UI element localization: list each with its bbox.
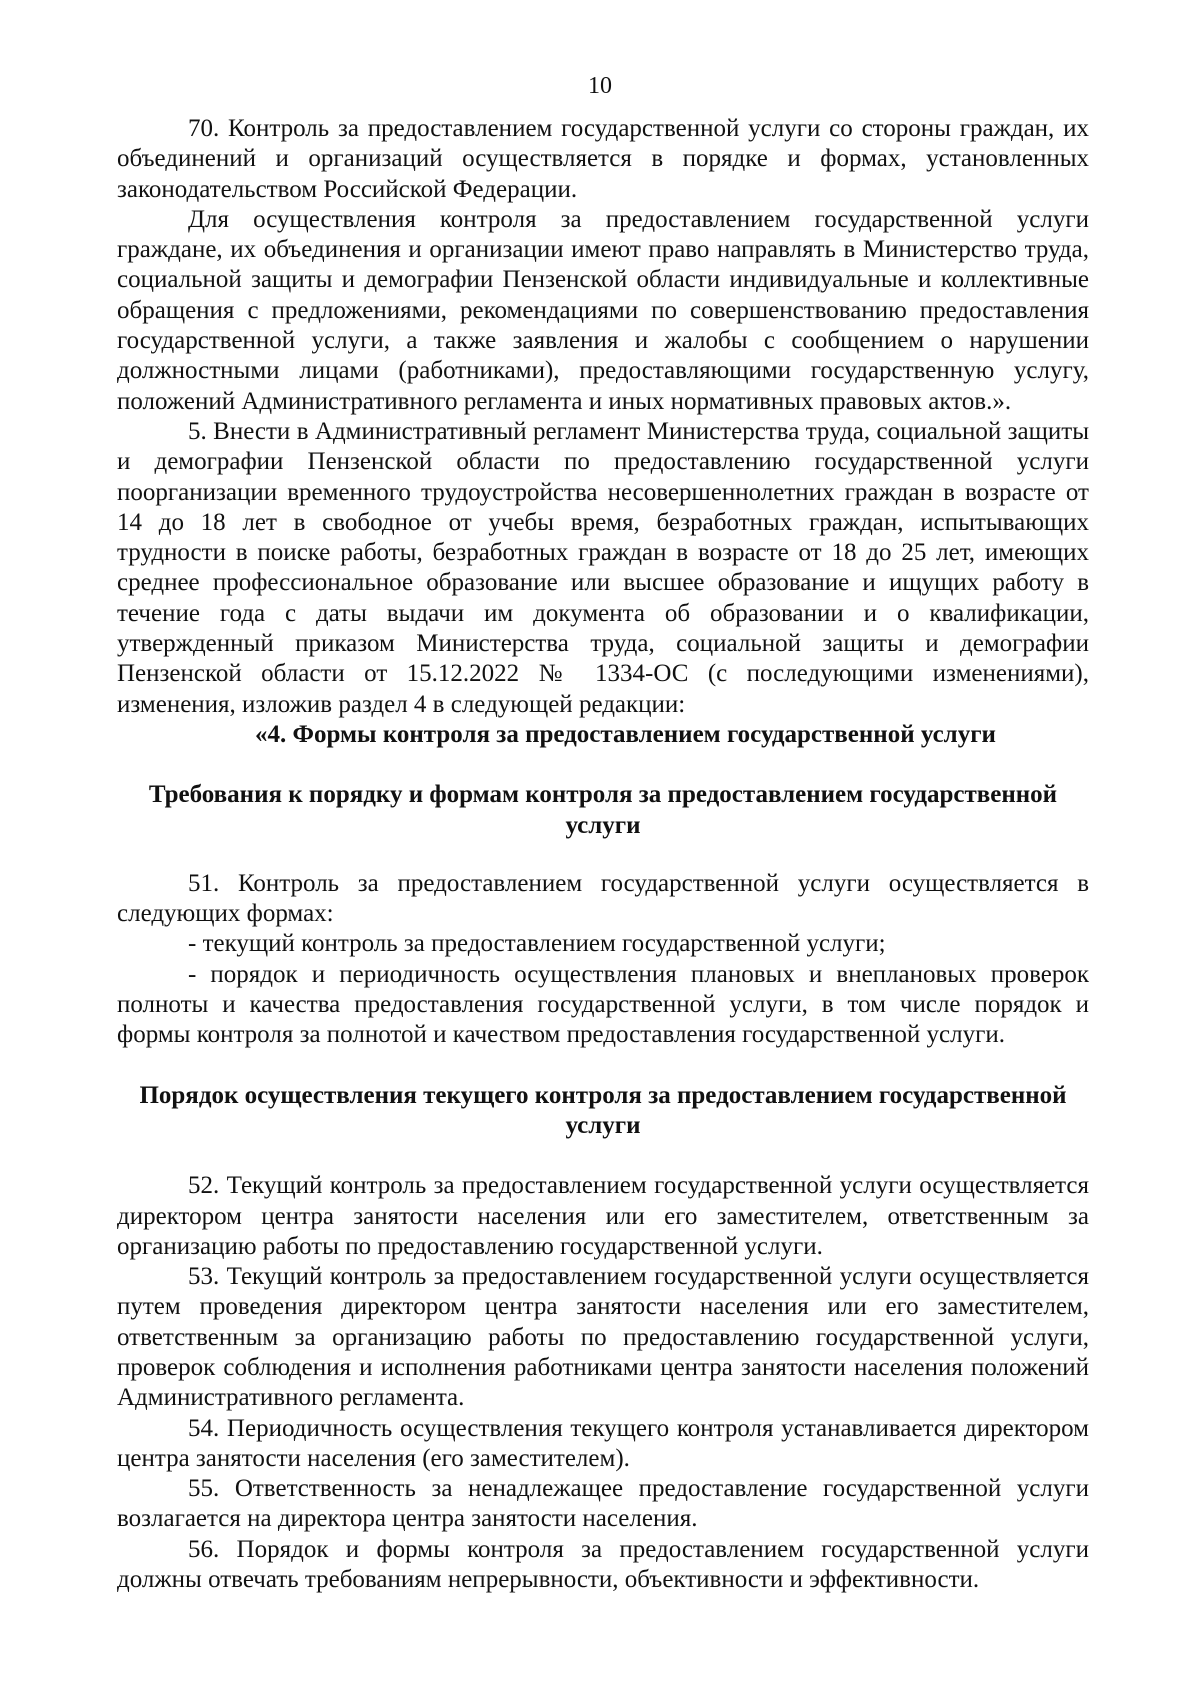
paragraph-control-rights: Для осуществления контроля за предоставлением государственной услуги граждане, их объединения и организации имеют право направлять в Министерство труда, социальной защиты и демографии Пензенской области индивидуальные и коллективные обращения с предложениями, рекомендациями по совершенствованию предоставления государственной услуги, а также заявления и жалобы с сообщением о нарушении должностными лицами (работниками), предоставляющими государственную услугу, положений Административного регламента и иных нормативных правовых актов.». <box>117 205 1089 415</box>
paragraph-5-amendment: 5. Внести в Административный регламент Министерства труда, социальной защиты и демографии Пензенской области по предоставлению государственной услуги поорганизации временного трудоустройства несовершеннолетних граждан в возрасте от 14 до 18 лет в свободное от учебы время, безработных граждан, испытывающих трудности в поиске работы, безработных граждан в возрасте от 18 до 25 лет, имеющих среднее профессиональное образование или высшее образование и ищущих работу в течение года с даты выдачи им документа об образовании и о квалификации, утвержденный приказом Министерства труда, социальной защиты и демографии Пензенской области от 15.12.2022 № 1334-ОС (с последующими изменениями), изменения, изложив раздел 4 в следующей редакции: <box>117 417 1089 718</box>
paragraph-52: 52. Текущий контроль за предоставлением государственной услуги осуществляется директором центра занятости населения или его заместителем, ответственным за организацию работы по предоставлению государственной услуги. <box>117 1172 1089 1260</box>
paragraph-55: 55. Ответственность за ненадлежащее предоставление государственной услуги возлагается на директора центра занятости населения. <box>117 1475 1089 1533</box>
paragraph-70: 70. Контроль за предоставлением государственной услуги со стороны граждан, их объединений и организаций осуществляется в порядке и формах, установленных законодательством Российской Федерации. <box>117 115 1089 203</box>
paragraph-54: 54. Периодичность осуществления текущего контроля устанавливается директором центра занятости населения (его заместителем). <box>117 1414 1089 1472</box>
section-heading: «4. Формы контроля за предоставлением государственной услуги <box>255 720 996 748</box>
paragraph-56: 56. Порядок и формы контроля за предоставлением государственной услуги должны отвечать требованиям непрерывности, объективности и эффективности. <box>117 1535 1089 1594</box>
list-item-current-control: - текущий контроль за предоставлением государственной услуги; <box>188 930 886 958</box>
list-item-inspections: - порядок и периодичность осуществления плановых и внеплановых проверок полноты и качества предоставления государственной услуги, в том числе порядок и формы контроля за полнотой и качеством предоставления государственной услуги. <box>117 960 1089 1049</box>
paragraph-53: 53. Текущий контроль за предоставлением государственной услуги осуществляется путем проведения директором центра занятости населения или его заместителем, ответственным за организацию работы по предоставлению государственной услуги, проверок соблюдения и исполнения работниками центра занятости населения положений Административного регламента. <box>117 1263 1089 1412</box>
spacer <box>117 750 1089 780</box>
subheading-current-control: Порядок осуществления текущего контроля за предоставлением государственной услуги <box>139 1081 1067 1139</box>
subheading-requirements: Требования к порядку и формам контроля за предоставлением государственной услуги <box>148 781 1058 839</box>
spacer <box>117 841 1089 869</box>
document-body <box>117 114 1089 1595</box>
spacer <box>117 1051 1089 1081</box>
page-number: 10 <box>588 73 612 99</box>
spacer <box>117 1141 1089 1171</box>
paragraph-51: 51. Контроль за предоставлением государственной услуги осуществляется в следующих формах: <box>117 869 1089 928</box>
